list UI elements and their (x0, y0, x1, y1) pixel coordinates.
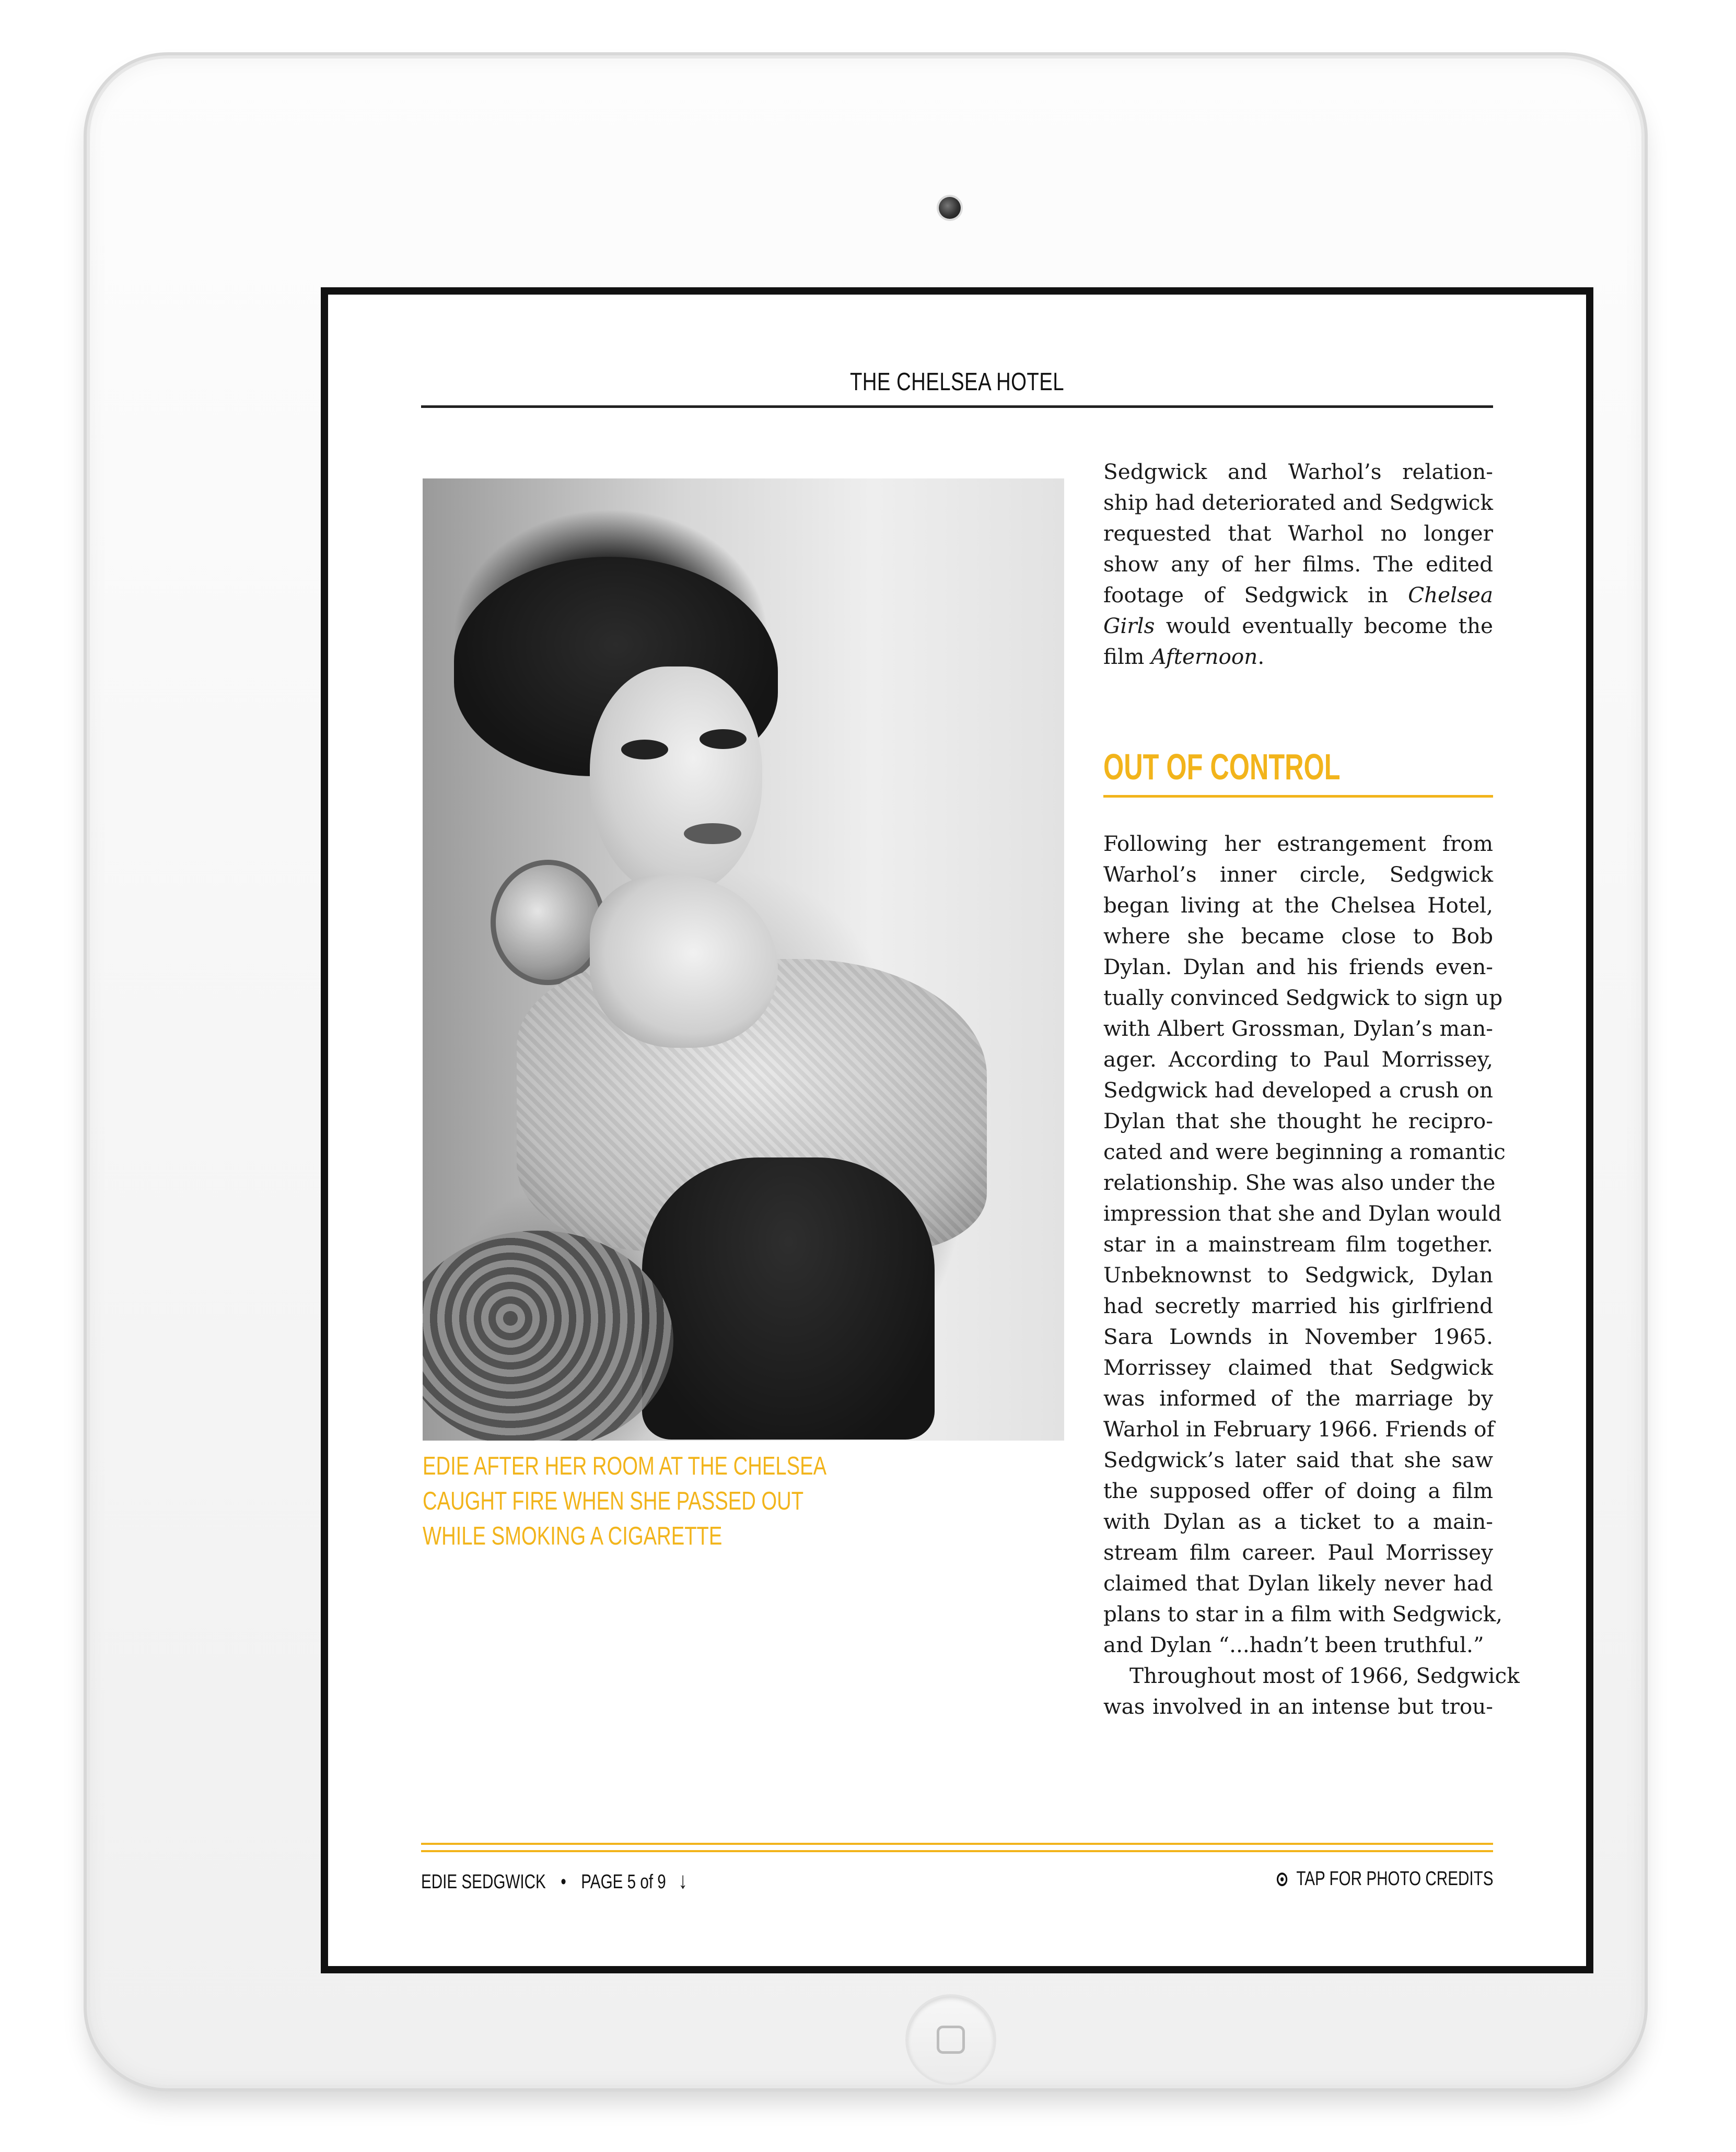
section-name: EDIE SEDGWICK (421, 1871, 546, 1893)
text-line: Warhol’s inner circle, Sedgwick (1103, 862, 1493, 887)
text-line: relationship. She was also under the (1103, 1170, 1496, 1195)
text-line: Morrissey claimed that Sedgwick (1103, 1355, 1493, 1380)
caption-line: CAUGHT FIRE WHEN SHE PASSED OUT (423, 1487, 804, 1515)
ipad-device (90, 59, 1641, 2085)
home-button[interactable] (907, 1996, 994, 2083)
text-line: was involved in an intense but trou- (1103, 1694, 1493, 1719)
target-icon (1276, 1873, 1287, 1886)
screen (328, 295, 1586, 1966)
separator-dot: • (561, 1871, 566, 1893)
page-navigation[interactable] (421, 1868, 688, 1894)
text-line: was informed of the marriage by (1103, 1386, 1493, 1411)
text-line: Dylan that she thought he recipro- (1103, 1108, 1493, 1133)
text-line: stream film career. Paul Morrissey (1103, 1540, 1493, 1565)
photo-glove-shape (590, 875, 778, 1048)
film-title-italic: Chelsea (1408, 582, 1493, 607)
text-line: Sara Lownds in November 1965. (1103, 1324, 1493, 1349)
text-line: Following her estrangement from (1103, 831, 1493, 856)
front-camera (939, 197, 961, 219)
text-line: star in a mainstream film together. (1103, 1232, 1493, 1257)
photo-credits-button[interactable] (1276, 1868, 1493, 1890)
article-body (1103, 828, 1520, 1722)
text-line: the supposed offer of doing a film (1103, 1478, 1493, 1503)
text-line: where she became close to Bob (1103, 923, 1493, 949)
text-line: ager. According to Paul Morrissey, (1103, 1047, 1493, 1072)
text-line: tually convinced Sedgwick to sign up (1103, 985, 1503, 1010)
text-line: with Albert Grossman, Dylan’s man- (1103, 1016, 1493, 1041)
text-line: show any of her films. The edited (1103, 552, 1493, 577)
text-line: Sedgwick’s later said that she saw (1103, 1447, 1493, 1472)
page-indicator: PAGE 5 of 9 (581, 1871, 666, 1893)
text-fragment: . (1257, 644, 1265, 669)
photo-earring-shape (491, 860, 605, 985)
section-heading (1103, 744, 1493, 798)
text-line: Dylan. Dylan and his friends even- (1103, 954, 1493, 979)
text-line: Sedgwick and Warhol’s relation- (1103, 459, 1493, 484)
photo-skirt-shape (642, 1157, 935, 1440)
article-photo[interactable] (423, 478, 1064, 1441)
caption-line: WHILE SMOKING A CIGARETTE (423, 1522, 723, 1550)
film-title-italic: Afternoon (1151, 644, 1258, 669)
text-line: claimed that Dylan likely never had (1103, 1571, 1493, 1596)
caption-line: EDIE AFTER HER ROOM AT THE CHELSEA (423, 1452, 827, 1480)
text-line (1103, 580, 1493, 611)
photo-lips-shape (684, 823, 741, 844)
photo-credits-label: TAP FOR PHOTO CREDITS (1296, 1868, 1493, 1890)
photo-face-shape (590, 666, 762, 896)
text-line: impression that she and Dylan would (1103, 1201, 1502, 1226)
film-title-italic: Girls (1103, 613, 1155, 638)
text-line: ship had deteriorated and Sedgwick (1103, 490, 1493, 515)
photo-eye-shape (621, 740, 668, 759)
text-line: plans to star in a film with Sedgwick, (1103, 1601, 1503, 1627)
text-line: began living at the Chelsea Hotel, (1103, 893, 1493, 918)
footer-divider (421, 1850, 1493, 1852)
photo-eye-shape (700, 729, 747, 749)
text-fragment: footage of Sedgwick in (1103, 582, 1408, 607)
text-line: had secretly married his girlfriend (1103, 1293, 1493, 1318)
footer-divider (421, 1843, 1493, 1845)
photo-chair-shape (423, 1231, 673, 1441)
photo-caption (423, 1449, 830, 1554)
page-title: THE CHELSEA HOTEL (849, 368, 1065, 396)
text-line: cated and were beginning a romantic (1103, 1139, 1506, 1164)
text-fragment: film (1103, 644, 1151, 669)
section-heading-text: OUT OF CONTROL (1103, 746, 1341, 787)
text-line (1103, 641, 1493, 672)
home-square-icon (937, 2026, 965, 2054)
text-line: Warhol in February 1966. Friends of (1103, 1417, 1495, 1442)
text-line (1103, 611, 1493, 641)
text-line: Sedgwick had developed a crush on (1103, 1078, 1493, 1103)
text-fragment: would eventually become the (1166, 613, 1493, 638)
text-line: with Dylan as a ticket to a main- (1103, 1509, 1493, 1534)
text-line: and Dylan “...hadn’t been truthful.” (1103, 1632, 1484, 1657)
text-line: requested that Warhol no longer (1103, 521, 1493, 546)
text-line: Unbeknownst to Sedgwick, Dylan (1103, 1262, 1493, 1288)
text-line: Throughout most of 1966, Sedgwick (1129, 1663, 1520, 1688)
article-intro (1103, 457, 1493, 672)
arrow-down-icon[interactable]: ↓ (678, 1868, 688, 1893)
header-divider (421, 405, 1493, 408)
